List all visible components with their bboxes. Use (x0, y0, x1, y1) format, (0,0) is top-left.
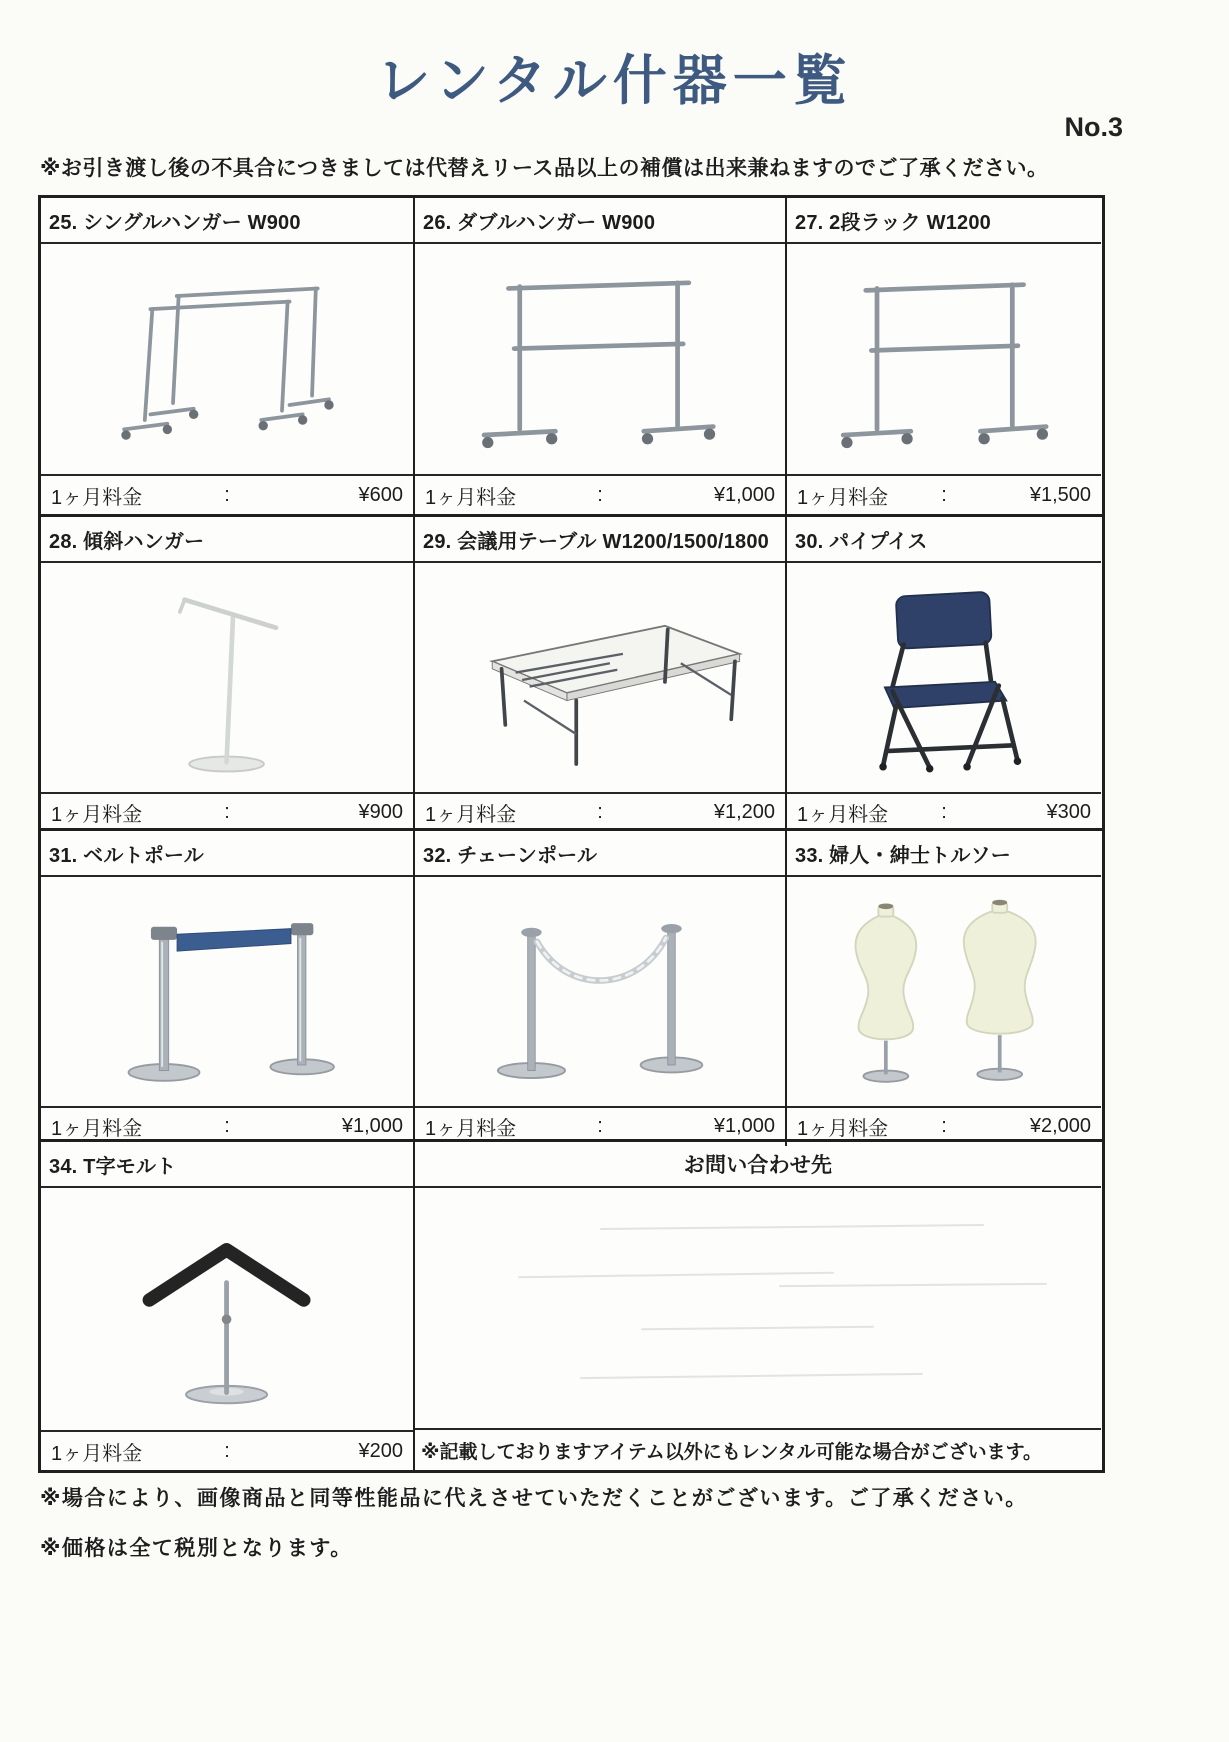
redacted-line (518, 1272, 834, 1278)
item-cell-27 (787, 198, 1101, 514)
price-label: 1ヶ月料金 (425, 1118, 517, 1140)
item-price-row (415, 474, 785, 514)
slant-hanger-photo (41, 563, 413, 792)
price-value: ¥1,000 (713, 483, 775, 506)
price-value: ¥1,200 (713, 801, 775, 823)
redacted-line (641, 1326, 874, 1330)
single-hanger-photo (41, 244, 413, 474)
price-colon: : (941, 1115, 947, 1137)
table-row (41, 1142, 1102, 1470)
item-title: 31. ベルトポール (41, 831, 413, 877)
price-value: ¥2,000 (1029, 1115, 1091, 1137)
price-colon: : (597, 1115, 603, 1137)
bottom-note-tax: ※価格は全て税別となります。 (40, 1537, 353, 1560)
price-value: ¥200 (358, 1439, 403, 1462)
price-value: ¥1,000 (341, 1115, 403, 1137)
item-price-row (41, 1430, 413, 1470)
item-title: 28. 傾斜ハンガー (41, 517, 413, 563)
torso-mannequins-photo (787, 877, 1101, 1106)
redacted-line (600, 1224, 984, 1230)
redacted-line (779, 1283, 1047, 1287)
price-label: 1ヶ月料金 (425, 486, 517, 509)
price-label: 1ヶ月料金 (797, 486, 889, 509)
price-label: 1ヶ月料金 (51, 1118, 143, 1140)
price-colon: : (224, 483, 230, 506)
redacted-contact-info (415, 1188, 1101, 1428)
item-cell-33 (787, 831, 1101, 1146)
price-value: ¥300 (1046, 801, 1091, 823)
folding-chair-photo (787, 563, 1101, 792)
page-title: レンタル什器一覧 (376, 51, 853, 111)
item-title: 34. T字モルト (41, 1142, 413, 1188)
item-cell-34 (41, 1142, 415, 1470)
item-price-row (787, 474, 1101, 514)
item-price-row (41, 474, 413, 514)
price-label: 1ヶ月料金 (51, 1442, 143, 1465)
price-colon: : (224, 1115, 230, 1137)
item-price-row (787, 792, 1101, 832)
item-title: 26. ダブルハンガー W900 (415, 198, 785, 244)
rental-items-table (38, 195, 1105, 1473)
contact-section (415, 1142, 1101, 1470)
price-colon: : (597, 801, 603, 823)
chain-pole-photo (415, 877, 785, 1106)
t-stand-photo (41, 1188, 413, 1430)
price-value: ¥1,500 (1029, 483, 1091, 506)
item-title: 29. 会議用テーブル W1200/1500/1800 (415, 517, 785, 563)
price-label: 1ヶ月料金 (797, 1118, 889, 1140)
meeting-table-photo (415, 563, 785, 792)
price-colon: : (224, 1439, 230, 1462)
item-title: 27. 2段ラック W1200 (787, 198, 1101, 244)
item-price-row (415, 1106, 785, 1146)
price-label: 1ヶ月料金 (797, 804, 889, 826)
item-cell-32 (415, 831, 787, 1146)
double-hanger-photo (415, 244, 785, 474)
redacted-line (580, 1373, 923, 1379)
table-row (41, 831, 1102, 1142)
price-label: 1ヶ月料金 (51, 486, 143, 509)
price-colon: : (941, 801, 947, 823)
item-cell-29 (415, 517, 787, 832)
price-colon: : (941, 483, 947, 506)
item-title: 25. シングルハンガー W900 (41, 198, 413, 244)
belt-pole-photo (41, 877, 413, 1106)
item-price-row (787, 1106, 1101, 1146)
item-cell-26 (415, 198, 787, 514)
price-value: ¥900 (358, 801, 403, 823)
item-cell-30 (787, 517, 1101, 832)
bottom-notes (40, 1482, 1028, 1582)
item-price-row (41, 1106, 413, 1146)
item-price-row (41, 792, 413, 832)
price-value: ¥1,000 (713, 1115, 775, 1137)
price-label: 1ヶ月料金 (51, 804, 143, 826)
price-label: 1ヶ月料金 (425, 804, 517, 826)
contact-title: お問い合わせ先 (415, 1142, 1101, 1188)
top-note: ※お引き渡し後の不具合につきましては代替えリース品以上の補償は出来兼ねますのでご了承ください。 (40, 157, 1049, 180)
page-number: No.3 (1064, 112, 1123, 142)
bottom-note-substitution: ※場合により、画像商品と同等性能品に代えさせていただくことがございます。ご了承ください。 (40, 1487, 1028, 1510)
table-row (41, 517, 1102, 831)
two-tier-rack-photo (787, 244, 1101, 474)
price-value: ¥600 (358, 483, 403, 506)
item-cell-28 (41, 517, 415, 832)
item-title: 32. チェーンポール (415, 831, 785, 877)
item-price-row (415, 792, 785, 832)
price-colon: : (597, 483, 603, 506)
item-title: 30. パイプイス (787, 517, 1101, 563)
price-colon: : (224, 801, 230, 823)
item-cell-31 (41, 831, 415, 1146)
item-cell-25 (41, 198, 415, 514)
item-title: 33. 婦人・紳士トルソー (787, 831, 1101, 877)
contact-note: ※記載しておりますアイテム以外にもレンタル可能な場合がございます。 (415, 1428, 1101, 1470)
table-row (41, 198, 1102, 517)
